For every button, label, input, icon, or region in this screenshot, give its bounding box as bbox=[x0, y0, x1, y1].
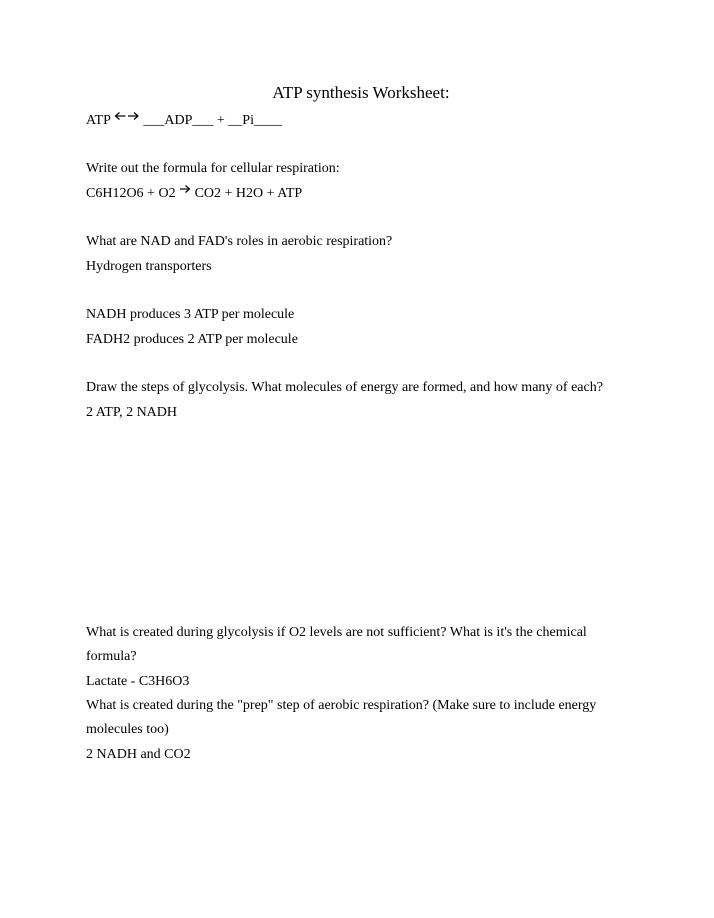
atp-equation bbox=[86, 112, 282, 130]
question-anaerobic-line1: What is created during glycolysis if O2 levels are not sufficient? What is it's the chemical bbox=[86, 625, 587, 640]
answer-prep-step: 2 NADH and CO2 bbox=[86, 747, 191, 762]
question-glycolysis: Draw the steps of glycolysis. What molecules of energy are formed, and how many of each? bbox=[86, 380, 603, 395]
answer-nad-fad-roles: Hydrogen transporters bbox=[86, 259, 212, 274]
question-prep-step-line2: molecules too) bbox=[86, 722, 169, 737]
question-prep-step-line1: What is created during the "prep" step of aerobic respiration? (Make sure to include energy bbox=[86, 698, 597, 713]
equation-left: ATP bbox=[86, 113, 111, 128]
answer-anaerobic: Lactate - C3H6O3 bbox=[86, 674, 190, 689]
fact-nadh: NADH produces 3 ATP per molecule bbox=[86, 307, 295, 322]
left-right-arrows-icon bbox=[114, 111, 140, 121]
question-nad-fad-roles: What are NAD and FAD's roles in aerobic respiration? bbox=[86, 234, 393, 249]
formula-reactants: C6H12O6 + O2 bbox=[86, 186, 176, 201]
answer-respiration-formula bbox=[86, 185, 302, 203]
question-respiration-formula: Write out the formula for cellular respiration: bbox=[86, 161, 340, 176]
equation-right: ___ADP___ + __Pi____ bbox=[143, 113, 282, 128]
fact-fadh2: FADH2 produces 2 ATP per molecule bbox=[86, 332, 298, 347]
formula-products: CO2 + H2O + ATP bbox=[194, 186, 303, 201]
right-arrow-icon bbox=[179, 184, 191, 194]
page-title: ATP synthesis Worksheet: bbox=[272, 83, 450, 102]
question-anaerobic-line2: formula? bbox=[86, 649, 137, 664]
answer-glycolysis: 2 ATP, 2 NADH bbox=[86, 405, 178, 420]
